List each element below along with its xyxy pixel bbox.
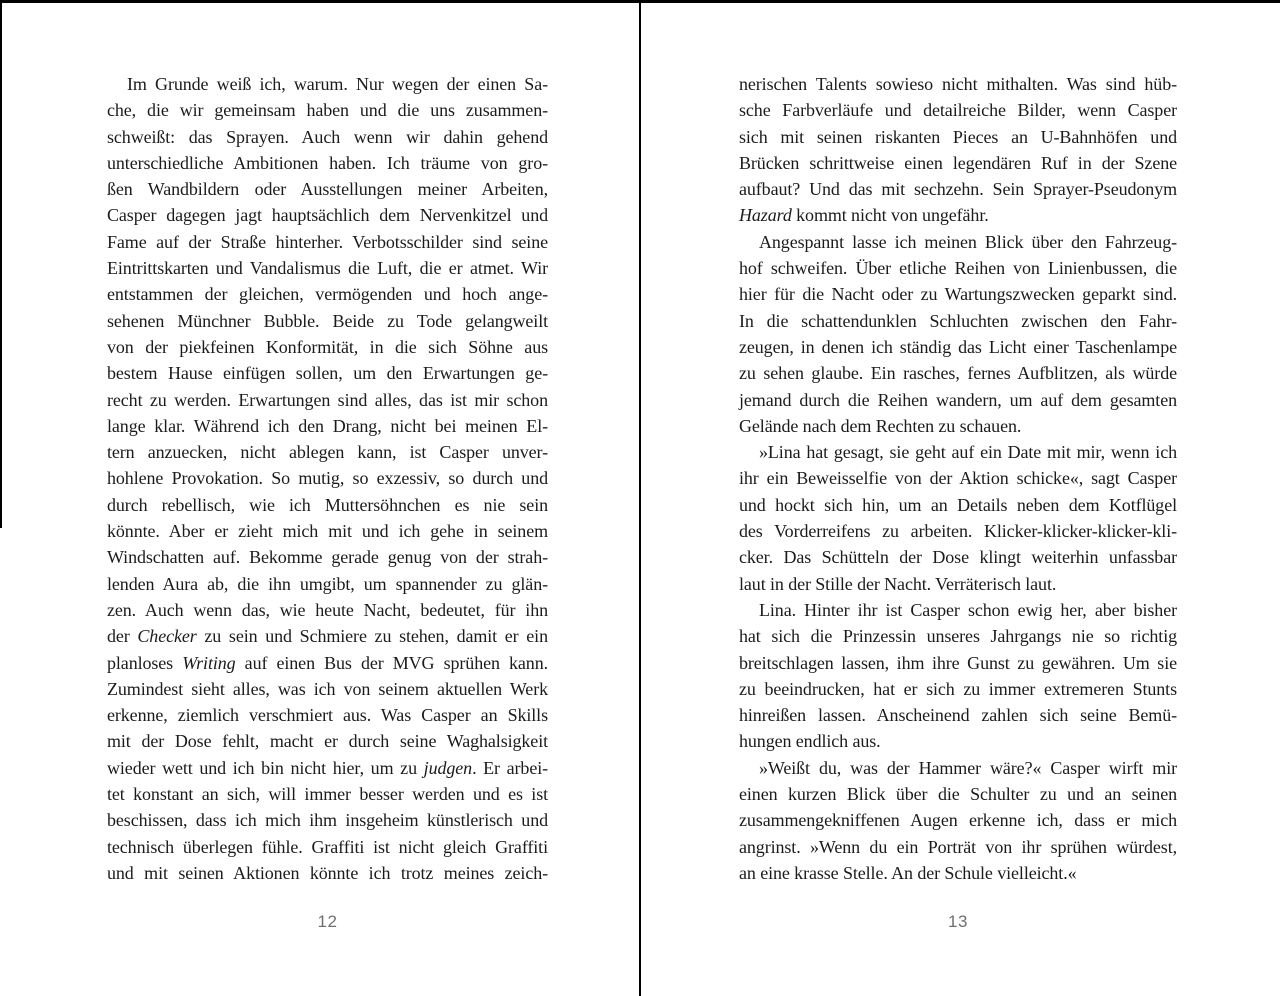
text-segment: cker. Das Schütteln der Dose klingt weiterhin unfassbar bbox=[739, 547, 1177, 568]
text-line bbox=[107, 97, 548, 123]
gutter-divider-rule bbox=[639, 0, 641, 996]
text-line bbox=[739, 281, 1177, 307]
text-segment: von der piekfeinen Konformität, in die sich Söhne aus bbox=[107, 336, 548, 357]
text-line bbox=[107, 439, 548, 465]
text-line bbox=[739, 492, 1177, 518]
text-line bbox=[739, 755, 1177, 781]
text-segment: zu beeindrucken, hat er sich zu immer extremeren Stunts bbox=[739, 678, 1177, 699]
text-line bbox=[107, 781, 548, 807]
text-line bbox=[739, 518, 1177, 544]
text-line bbox=[107, 860, 548, 886]
text-line bbox=[739, 860, 1177, 886]
text-segment: technisch überlegen fühle. Graffiti ist nicht gleich Graffiti bbox=[107, 836, 548, 857]
text-line bbox=[107, 150, 548, 176]
text-segment: laut in der Stille der Nacht. Verräterisch laut. bbox=[739, 573, 1057, 594]
text-line bbox=[739, 229, 1177, 255]
text-line bbox=[739, 439, 1177, 465]
text-segment: der bbox=[107, 626, 138, 647]
text-segment: angrinst. »Wenn du ein Porträt von ihr sprühen würdest, bbox=[739, 836, 1177, 857]
page-number-left: 12 bbox=[317, 912, 338, 931]
text-segment: zu sein und Schmiere zu stehen, damit er ein bbox=[196, 626, 548, 647]
text-segment: Zumindest sieht alles, was ich von seinem aktuellen Werk bbox=[107, 678, 548, 699]
text-segment: recht zu werden. Erwartungen sind alles, das ist mir schon bbox=[107, 389, 548, 410]
text-segment: bestem Hause einfügen sollen, um den Erwartungen ge- bbox=[107, 363, 548, 384]
text-line bbox=[107, 387, 548, 413]
text-segment: jemand durch die Reihen wandern, um auf dem gesamten bbox=[739, 389, 1177, 410]
text-line bbox=[107, 413, 548, 439]
text-line bbox=[739, 97, 1177, 123]
text-segment: hohlene Provokation. So mutig, so exzessiv, so durch und bbox=[107, 468, 548, 489]
text-line bbox=[739, 702, 1177, 728]
text-segment: einen kurzen Blick über die Schulter zu und an seinen bbox=[739, 784, 1177, 805]
page-number-right: 13 bbox=[948, 912, 968, 931]
text-segment: könnte. Aber er zieht mich mit und ich gehe in seinem bbox=[107, 521, 548, 542]
text-segment: tet konstant an sich, will immer besser werden und es ist bbox=[107, 784, 548, 805]
text-line bbox=[739, 124, 1177, 150]
page-right bbox=[739, 71, 1177, 971]
text-line bbox=[107, 360, 548, 386]
text-segment: »Lina hat gesagt, sie geht auf ein Date mit mir, wenn ich bbox=[759, 442, 1177, 463]
text-segment: wieder wett und ich bin nicht hier, um zu bbox=[107, 757, 424, 778]
italic-text: Checker bbox=[137, 626, 197, 647]
text-segment: che, die wir gemeinsam haben und die uns zusammen- bbox=[107, 100, 548, 121]
text-segment: zu sehen glaube. Ein rasches, fernes Aufblitzen, als würde bbox=[739, 363, 1177, 384]
italic-text: Hazard bbox=[739, 205, 792, 226]
text-line bbox=[739, 413, 1177, 439]
text-segment: sehenen Münchner Bubble. Beide zu Tode gelangweilt bbox=[107, 310, 548, 331]
text-segment: Gelände nach dem Rechten zu schauen. bbox=[739, 415, 1022, 436]
text-line bbox=[107, 229, 548, 255]
text-line bbox=[739, 308, 1177, 334]
text-line bbox=[107, 465, 548, 491]
text-segment: Angespannt lasse ich meinen Blick über den Fahrzeug- bbox=[759, 231, 1177, 252]
text-line bbox=[107, 807, 548, 833]
text-line bbox=[739, 150, 1177, 176]
text-segment: »Weißt du, was der Hammer wäre?« Casper wirft mir bbox=[759, 757, 1177, 778]
text-segment: kommt nicht von ungefähr. bbox=[791, 205, 989, 226]
text-segment: beschissen, dass ich mich ihm insgeheim künstlerisch und bbox=[107, 810, 548, 831]
text-segment: sich mit seinen riskanten Pieces an U-Bahnhöfen und bbox=[739, 126, 1177, 147]
text-segment: aufbaut? Und das mit sechzehn. Sein Sprayer-Pseudonym bbox=[739, 179, 1177, 200]
text-segment: Brücken schrittweise einen legendären Ruf in der Szene bbox=[739, 152, 1177, 173]
italic-text: Writing bbox=[182, 652, 236, 673]
text-segment: ihr ein Beweisselfie von der Aktion schicke«, sagt Casper bbox=[739, 468, 1177, 489]
text-line bbox=[107, 281, 548, 307]
italic-text: judgen bbox=[423, 757, 473, 778]
text-segment: Eintrittskarten und Vandalismus die Luft, die er atmet. Wir bbox=[107, 258, 548, 279]
text-line bbox=[739, 834, 1177, 860]
text-segment: und hockt sich hin, um an Details neben dem Kotflügel bbox=[739, 494, 1177, 515]
text-line bbox=[739, 202, 1177, 228]
text-line bbox=[739, 650, 1177, 676]
text-segment: mit der Dose fehlt, macht er durch seine Waghalsigkeit bbox=[107, 731, 548, 752]
text-segment: Im Grunde weiß ich, warum. Nur wegen der einen Sa- bbox=[127, 74, 548, 94]
text-line bbox=[739, 623, 1177, 649]
left-edge-rule bbox=[0, 0, 2, 528]
text-line bbox=[739, 571, 1177, 597]
text-line bbox=[107, 124, 548, 150]
text-segment: unterschiedliche Ambitionen haben. Ich träume von gro- bbox=[107, 152, 548, 173]
text-segment: hinreißen lassen. Anscheinend zahlen sich seine Bemü- bbox=[739, 705, 1177, 726]
text-line bbox=[107, 176, 548, 202]
text-segment: hof schweifen. Über etliche Reihen von Linienbussen, die bbox=[739, 258, 1177, 279]
text-segment: hat sich die Prinzessin unseres Jahrgangs nie so richtig bbox=[739, 626, 1177, 647]
text-segment: des Vorderreifens zu arbeiten. Klicker-klicker-klicker-kli- bbox=[739, 521, 1177, 542]
text-segment: planloses bbox=[107, 652, 183, 673]
text-segment: entstammen der gleichen, vermögenden und hoch ange- bbox=[107, 284, 548, 305]
text-segment: zusammengekniffenen Augen erkenne ich, dass er mich bbox=[739, 810, 1177, 831]
text-segment: nerischen Talents sowieso nicht mithalten. Was sind hüb- bbox=[739, 74, 1177, 94]
text-segment: tern anzuecken, nicht ablegen kann, ist Casper unver- bbox=[107, 442, 548, 463]
text-line bbox=[739, 387, 1177, 413]
text-segment: . Er arbei- bbox=[472, 757, 549, 778]
text-line bbox=[107, 308, 548, 334]
text-segment: zen. Auch wenn das, wie heute Nacht, bedeutet, für ihn bbox=[107, 599, 548, 620]
text-segment: Casper dagegen jagt hauptsächlich dem Nervenkitzel und bbox=[107, 205, 548, 226]
text-line bbox=[739, 176, 1177, 202]
text-line bbox=[107, 334, 548, 360]
text-line bbox=[739, 728, 1177, 754]
text-segment: hier für die Nacht oder zu Wartungszwecken geparkt sind. bbox=[739, 284, 1177, 305]
text-line bbox=[107, 518, 548, 544]
text-line bbox=[107, 623, 548, 649]
text-segment: zeugen, in denen ich ständig das Licht einer Taschenlampe bbox=[739, 336, 1177, 357]
text-line bbox=[739, 597, 1177, 623]
text-line bbox=[107, 597, 548, 623]
text-line bbox=[107, 71, 548, 97]
text-line bbox=[107, 728, 548, 754]
text-segment: ßen Wandbildern oder Ausstellungen meiner Arbeiten, bbox=[107, 179, 548, 200]
text-line bbox=[107, 571, 548, 597]
text-line bbox=[107, 676, 548, 702]
text-line bbox=[739, 781, 1177, 807]
text-segment: durch rebellisch, wie ich Muttersöhnchen es nie sein bbox=[107, 494, 548, 515]
text-line bbox=[739, 544, 1177, 570]
text-segment: und mit seinen Aktionen könnte ich trotz meines zeich- bbox=[107, 862, 548, 883]
text-segment: an eine krasse Stelle. An der Schule vielleicht.« bbox=[739, 862, 1077, 883]
text-segment: schweißt: das Sprayen. Auch wenn wir dahin gehend bbox=[107, 126, 548, 147]
page-left bbox=[107, 71, 548, 971]
text-segment: breitschlagen lassen, ihm ihre Gunst zu gewähren. Um sie bbox=[739, 652, 1177, 673]
text-segment: lange klar. Während ich den Drang, nicht bei meinen El- bbox=[107, 415, 548, 436]
text-line bbox=[107, 544, 548, 570]
text-segment: Windschatten auf. Bekomme gerade genug von der strah- bbox=[107, 547, 548, 568]
page-left-text bbox=[107, 71, 548, 886]
text-segment: sche Farbverläufe und detailreiche Bilder, wenn Casper bbox=[739, 100, 1177, 121]
page-right-text bbox=[739, 71, 1177, 886]
text-segment: Fame auf der Straße hinterher. Verbotsschilder sind seine bbox=[107, 231, 548, 252]
text-segment: lenden Aura ab, die ihn umgibt, um spannender zu glän- bbox=[107, 573, 548, 594]
text-line bbox=[739, 71, 1177, 97]
text-line bbox=[107, 255, 548, 281]
text-segment: In die schattendunklen Schluchten zwischen den Fahr- bbox=[739, 310, 1177, 331]
text-segment: erkenne, ziemlich verschmiert aus. Was Casper an Skills bbox=[107, 705, 548, 726]
text-line bbox=[739, 360, 1177, 386]
text-segment: auf einen Bus der MVG sprühen kann. bbox=[235, 652, 548, 673]
text-segment: hungen endlich aus. bbox=[739, 731, 881, 752]
text-line bbox=[739, 676, 1177, 702]
text-line bbox=[739, 465, 1177, 491]
text-segment: Lina. Hinter ihr ist Casper schon ewig her, aber bisher bbox=[759, 599, 1177, 620]
text-line bbox=[107, 834, 548, 860]
text-line bbox=[739, 334, 1177, 360]
text-line bbox=[107, 492, 548, 518]
text-line bbox=[107, 650, 548, 676]
text-line bbox=[107, 202, 548, 228]
text-line bbox=[107, 755, 548, 781]
text-line bbox=[739, 255, 1177, 281]
text-line bbox=[107, 702, 548, 728]
text-line bbox=[739, 807, 1177, 833]
